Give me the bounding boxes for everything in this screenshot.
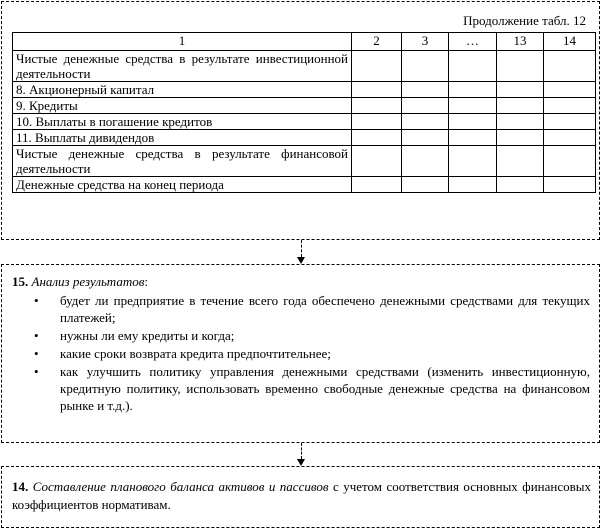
table-row bbox=[13, 51, 596, 82]
arrow-down-icon bbox=[297, 459, 305, 466]
row-label: 10. Выплаты в погашение кредитов bbox=[13, 114, 352, 130]
list-item-text: нужны ли ему кредиты и когда; bbox=[60, 328, 235, 343]
table-cell bbox=[497, 114, 544, 130]
step14-title: Составление планового баланса активов и пассивов bbox=[32, 479, 329, 494]
step14-text bbox=[12, 478, 591, 514]
column-header: 1 bbox=[13, 33, 352, 51]
column-header: 2 bbox=[352, 33, 402, 51]
table-cell bbox=[497, 177, 544, 193]
list-item bbox=[12, 345, 590, 362]
row-label: Чистые денежные средства в результате финансовой деятельности bbox=[13, 146, 352, 177]
bullet-icon: • bbox=[34, 346, 39, 361]
list-item-text: будет ли предприятие в течение всего года обеспечено денежными средствами для текущих платежей; bbox=[60, 293, 590, 325]
heading-colon: : bbox=[144, 274, 148, 289]
step14-panel bbox=[1, 466, 600, 528]
table-cell bbox=[497, 146, 544, 177]
row-label: Денежные средства на конец периода bbox=[13, 177, 352, 193]
row-label: Чистые денежные средства в результате инвестиционной деятельности bbox=[13, 51, 352, 82]
step-number: 14. bbox=[12, 479, 29, 494]
table-cell bbox=[352, 82, 402, 98]
row-label: 11. Выплаты дивидендов bbox=[13, 130, 352, 146]
table-cell bbox=[497, 51, 544, 82]
flow-arrow bbox=[297, 443, 307, 466]
table-cell bbox=[352, 51, 402, 82]
table-cell bbox=[402, 82, 449, 98]
table-cell bbox=[497, 130, 544, 146]
arrow-down-icon bbox=[297, 257, 305, 264]
step-number: 15. bbox=[12, 274, 29, 289]
table-row bbox=[13, 177, 596, 193]
row-label: 9. Кредиты bbox=[13, 98, 352, 114]
table-cell bbox=[497, 98, 544, 114]
table-cell bbox=[449, 177, 497, 193]
list-item-text: как улучшить политику управления денежными средствами (изменить инвестиционную, кредитную политику, использовать временно свободные денежные средства на финансовом рынке и т.д.). bbox=[60, 364, 590, 413]
table-cell bbox=[544, 146, 596, 177]
table-cell bbox=[352, 114, 402, 130]
table-cell bbox=[402, 130, 449, 146]
table-cell bbox=[544, 130, 596, 146]
table-cell bbox=[402, 114, 449, 130]
table-cell bbox=[402, 146, 449, 177]
table-cell bbox=[449, 146, 497, 177]
table-cell bbox=[544, 177, 596, 193]
table-cell bbox=[402, 98, 449, 114]
bullet-icon: • bbox=[34, 328, 39, 343]
table-cell bbox=[402, 177, 449, 193]
column-header: 14 bbox=[544, 33, 596, 51]
table-row bbox=[13, 98, 596, 114]
analysis-title: Анализ результатов bbox=[31, 274, 145, 289]
list-item bbox=[12, 363, 590, 414]
table-cell bbox=[544, 82, 596, 98]
table-cell bbox=[449, 82, 497, 98]
analysis-list bbox=[12, 292, 590, 415]
table-cell bbox=[352, 146, 402, 177]
table-header-row bbox=[13, 33, 596, 51]
table-cell bbox=[544, 51, 596, 82]
table-cell bbox=[497, 82, 544, 98]
column-header: 13 bbox=[497, 33, 544, 51]
table-cell bbox=[352, 130, 402, 146]
analysis-panel bbox=[1, 264, 600, 443]
list-item bbox=[12, 292, 590, 326]
row-label: 8. Акционерный капитал bbox=[13, 82, 352, 98]
table-cell bbox=[352, 177, 402, 193]
table-cell bbox=[449, 130, 497, 146]
table-caption: Продолжение табл. 12 bbox=[463, 13, 586, 28]
table-cell bbox=[352, 98, 402, 114]
analysis-heading bbox=[12, 274, 148, 290]
table-row bbox=[13, 82, 596, 98]
table-row bbox=[13, 114, 596, 130]
bullet-icon: • bbox=[34, 364, 39, 379]
column-header: … bbox=[449, 33, 497, 51]
list-item-text: какие сроки возврата кредита предпочтительнее; bbox=[60, 346, 331, 361]
table-cell bbox=[449, 98, 497, 114]
column-header: 3 bbox=[402, 33, 449, 51]
table-cell bbox=[544, 98, 596, 114]
table-cell bbox=[402, 51, 449, 82]
step14-rest: с учетом соответствия основных финансовых коэффициентов нормативам. bbox=[12, 479, 591, 512]
cash-flow-table bbox=[12, 32, 596, 193]
flow-arrow bbox=[297, 240, 307, 264]
table-cell bbox=[449, 51, 497, 82]
table-row bbox=[13, 130, 596, 146]
table-cell bbox=[544, 114, 596, 130]
table-row bbox=[13, 146, 596, 177]
table-panel bbox=[1, 1, 600, 240]
table-cell bbox=[449, 114, 497, 130]
list-item bbox=[12, 327, 590, 344]
bullet-icon: • bbox=[34, 293, 39, 308]
